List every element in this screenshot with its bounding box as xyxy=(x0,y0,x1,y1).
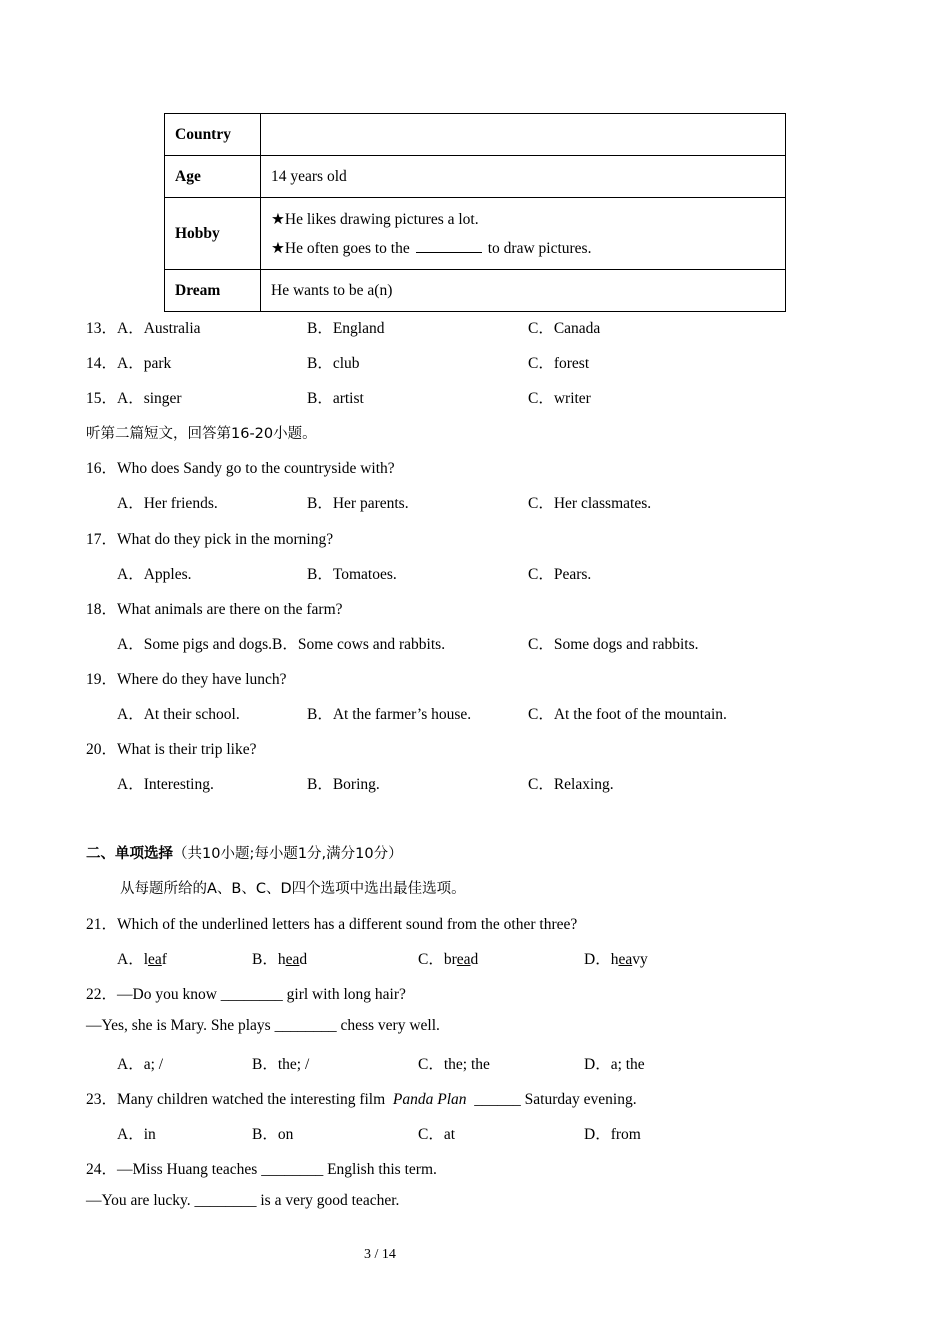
q16-option-b: B．Her parents. xyxy=(307,495,409,512)
option-text: A．l xyxy=(117,951,149,968)
question-16-stem: 16．Who does Sandy go to the countryside with? xyxy=(86,460,395,477)
q23-option-b: B．on xyxy=(252,1126,294,1143)
hobby-line-2 xyxy=(271,234,775,263)
question-18-stem: 18．What animals are there on the farm? xyxy=(86,601,343,618)
question-number: 14． xyxy=(86,355,118,372)
q16-option-c: C．Her classmates. xyxy=(528,495,652,512)
q19-option-b: B．At the farmer’s house. xyxy=(307,706,472,723)
hobby-line-1: ★He likes drawing pictures a lot. xyxy=(271,210,479,228)
q17-option-b: B．Tomatoes. xyxy=(307,566,397,583)
question-22-stem: 22．—Do you know ________ girl with long hair? xyxy=(86,986,406,1003)
q21-option-b xyxy=(252,947,307,969)
table-row-country xyxy=(165,114,786,156)
option-a: A．park xyxy=(117,355,172,372)
q22-option-a: A．a; / xyxy=(117,1056,164,1073)
hobby-line-2-end: to draw pictures. xyxy=(487,239,592,257)
q23-option-d: D．from xyxy=(584,1126,641,1143)
question-19-stem: 19．Where do they have lunch? xyxy=(86,671,287,688)
question-24-stem: 24．—Miss Huang teaches ________ English this term. xyxy=(86,1161,437,1178)
q19-option-a: A．At their school. xyxy=(117,706,240,723)
q13-option-b: B．England xyxy=(307,320,385,337)
info-table xyxy=(164,113,786,312)
option-text: C．br xyxy=(418,951,457,968)
table-value xyxy=(261,198,786,270)
question-24-line-2: —You are lucky. ________ is a very good teacher. xyxy=(86,1192,400,1209)
hobby-line-2-start: ★He often goes to the xyxy=(271,239,410,257)
q22-option-c: C．the; the xyxy=(418,1056,490,1073)
table-row-dream xyxy=(165,270,786,312)
section-title: 二、单项选择 xyxy=(86,846,173,862)
option-text: d xyxy=(470,951,479,968)
q22-option-d: D．a; the xyxy=(584,1056,645,1073)
q23-option-c: C．at xyxy=(418,1126,456,1143)
table-key: Hobby xyxy=(165,198,261,270)
passage-2-instruction: 听第二篇短文，回答第16-20小题。 xyxy=(86,426,317,442)
table-value xyxy=(261,114,786,156)
stem-text: ______ Saturday evening. xyxy=(474,1091,637,1108)
q21-option-c xyxy=(418,947,478,969)
option-text: B．h xyxy=(252,951,286,968)
underlined-letters: ea xyxy=(456,951,471,968)
underlined-letters: ea xyxy=(148,951,162,968)
q22-option-b: B．the; / xyxy=(252,1056,310,1073)
q19-option-c: C．At the foot of the mountain. xyxy=(528,706,727,723)
page-number: 3 / 14 xyxy=(364,1247,396,1262)
q17-option-a: A．Apples. xyxy=(117,566,192,583)
option-a: A．singer xyxy=(117,390,182,407)
underlined-letters: ea xyxy=(618,951,633,968)
option-text: D．h xyxy=(584,951,619,968)
q17-option-c: C．Pears. xyxy=(528,566,592,583)
question-17-stem: 17．What do they pick in the morning? xyxy=(86,531,334,548)
q21-option-d xyxy=(584,947,648,969)
question-21-stem: 21．Which of the underlined letters has a different sound from the other three? xyxy=(86,916,578,933)
film-title: Panda Plan xyxy=(392,1091,467,1108)
question-15 xyxy=(86,386,182,408)
option-a: A．Australia xyxy=(117,320,201,337)
option-text: f xyxy=(161,951,167,968)
answer-blank xyxy=(416,238,482,253)
q15-option-c: C．writer xyxy=(528,390,591,407)
q13-option-c: C．Canada xyxy=(528,320,601,337)
q18-option-ab: A．Some pigs and dogs.B．Some cows and rabbits. xyxy=(117,636,446,653)
question-20-stem: 20．What is their trip like? xyxy=(86,741,257,758)
table-key: Dream xyxy=(165,270,261,312)
table-row-age xyxy=(165,156,786,198)
table-key: Age xyxy=(165,156,261,198)
table-value: 14 years old xyxy=(261,156,786,198)
q20-option-b: B．Boring. xyxy=(307,776,380,793)
table-row-hobby xyxy=(165,198,786,270)
option-text: vy xyxy=(632,951,648,968)
q14-option-c: C．forest xyxy=(528,355,590,372)
stem-text: 23．Many children watched the interesting film xyxy=(86,1091,386,1108)
underlined-letters: ea xyxy=(285,951,300,968)
question-14 xyxy=(86,351,171,373)
q14-option-b: B．club xyxy=(307,355,360,372)
q23-option-a: A．in xyxy=(117,1126,156,1143)
table-key: Country xyxy=(165,114,261,156)
q20-option-a: A．Interesting. xyxy=(117,776,214,793)
q16-option-a: A．Her friends. xyxy=(117,495,218,512)
section-2-heading xyxy=(86,842,403,863)
option-text: d xyxy=(299,951,308,968)
table-value: He wants to be a(n) xyxy=(261,270,786,312)
question-13 xyxy=(86,316,201,338)
question-23-stem xyxy=(86,1087,637,1109)
question-number: 13． xyxy=(86,320,118,337)
q18-option-c: C．Some dogs and rabbits. xyxy=(528,636,699,653)
q21-option-a xyxy=(117,947,167,969)
q20-option-c: C．Relaxing. xyxy=(528,776,614,793)
question-22-line-2: —Yes, she is Mary. She plays ________ chess very well. xyxy=(86,1017,440,1034)
section-note: （共10小题;每小题1分,满分10分） xyxy=(173,846,403,862)
section-2-instruction: 从每题所给的A、B、C、D四个选项中选出最佳选项。 xyxy=(120,881,466,897)
q15-option-b: B．artist xyxy=(307,390,364,407)
question-number: 15． xyxy=(86,390,118,407)
